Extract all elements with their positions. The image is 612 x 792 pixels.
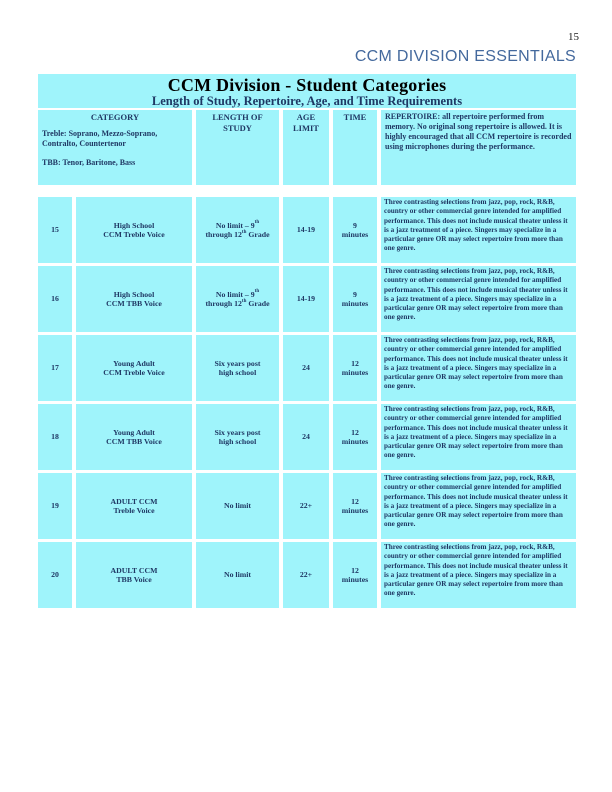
length-of-study-cell <box>196 473 279 539</box>
time-value: 12 <box>351 358 359 368</box>
length-of-study-cell <box>196 266 279 332</box>
time-value: 12 <box>351 427 359 437</box>
header-cell-age-limit: AGE LIMIT <box>283 110 329 185</box>
category-cell <box>76 473 192 539</box>
category-line2: CCM Treble Voice <box>103 230 165 239</box>
page-number: 15 <box>568 31 579 43</box>
length-line2: high school <box>218 437 257 446</box>
row-number: 16 <box>38 266 72 332</box>
length-line2: through 12th Grade <box>205 229 270 239</box>
category-line2: TBB Voice <box>116 575 152 584</box>
time-value: 12 <box>351 496 359 506</box>
age-limit-cell: 14-19 <box>283 266 329 332</box>
header-cell-category <box>38 110 192 185</box>
length-line2: through 12th Grade <box>205 298 270 308</box>
length-of-study-cell <box>196 335 279 401</box>
time-value: 12 <box>351 565 359 575</box>
category-line2: CCM TBB Voice <box>106 299 162 308</box>
length-line1: No limit – 9th <box>215 289 260 299</box>
length-of-study-cell <box>196 197 279 263</box>
repertoire-cell: Three contrasting selections from jazz, pop, rock, R&B, country or other commercial genre intended for amplified performance. This does not include musical theater unless it is a jazz treatment of a piece. Singers may specialize in a particular genre OR may select repertoire from more than one genre. <box>381 404 576 470</box>
header-cell-length-of-study: LENGTH OF STUDY <box>196 110 279 185</box>
length-line1: Six years post <box>214 358 261 368</box>
time-unit: minutes <box>341 437 369 446</box>
table-title-block <box>38 74 576 108</box>
age-limit-cell: 22+ <box>283 473 329 539</box>
length-line1: No limit <box>223 570 252 580</box>
time-unit: minutes <box>341 368 369 377</box>
age-limit-cell: 14-19 <box>283 197 329 263</box>
time-unit: minutes <box>341 230 369 239</box>
time-unit: minutes <box>341 299 369 308</box>
category-line1: ADULT CCM <box>110 496 158 506</box>
length-of-study-cell <box>196 542 279 608</box>
row-number: 17 <box>38 335 72 401</box>
row-number: 19 <box>38 473 72 539</box>
category-line1: Young Adult <box>113 427 155 437</box>
row-number: 15 <box>38 197 72 263</box>
repertoire-cell: Three contrasting selections from jazz, pop, rock, R&B, country or other commercial genre intended for amplified performance. This does not include musical theater unless it is a jazz treatment of a piece. Singers may specialize in a particular genre OR may select repertoire from more than one genre. <box>381 473 576 539</box>
category-cell <box>76 335 192 401</box>
category-note-tbb: TBB: Tenor, Baritone, Bass <box>42 158 136 167</box>
time-cell <box>333 335 377 401</box>
category-line2: CCM Treble Voice <box>103 368 165 377</box>
student-categories-table <box>38 74 576 608</box>
length-line2: high school <box>218 368 257 377</box>
table-subtitle: Length of Study, Repertoire, Age, and Time Requirements <box>151 94 463 108</box>
table-body <box>38 197 576 608</box>
time-unit: minutes <box>341 506 369 515</box>
document-header-title: CCM DIVISION ESSENTIALS <box>354 48 576 65</box>
row-number: 20 <box>38 542 72 608</box>
category-line1: ADULT CCM <box>110 565 158 575</box>
category-line1: Young Adult <box>113 358 155 368</box>
header-cell-time: TIME <box>333 110 377 185</box>
age-limit-cell: 24 <box>283 335 329 401</box>
category-line2: CCM TBB Voice <box>106 437 162 446</box>
category-cell <box>76 542 192 608</box>
table-title: CCM Division - Student Categories <box>167 75 447 95</box>
repertoire-cell: Three contrasting selections from jazz, pop, rock, R&B, country or other commercial genre intended for amplified performance. This does not include musical theater unless it is a jazz treatment of a piece. Singers may specialize in a particular genre OR may select repertoire from more than one genre. <box>381 197 576 263</box>
category-cell <box>76 404 192 470</box>
header-cell-repertoire: REPERTOIRE: all repertoire performed from memory. No original song repertoire is allowed. It is highly encouraged that all CCM repertoire is recorded using microphones during the performance. <box>381 110 576 185</box>
category-line1: High School <box>113 220 155 230</box>
category-note-treble: Treble: Soprano, Mezzo-Soprano, Contralto, Countertenor <box>42 129 158 148</box>
repertoire-cell: Three contrasting selections from jazz, pop, rock, R&B, country or other commercial genre intended for amplified performance. This does not include musical theater unless it is a jazz treatment of a piece. Singers may specialize in a particular genre OR may select repertoire from more than one genre. <box>381 542 576 608</box>
repertoire-cell: Three contrasting selections from jazz, pop, rock, R&B, country or other commercial genre intended for amplified performance. This does not include musical theater unless it is a jazz treatment of a piece. Singers may specialize in a particular genre OR may select repertoire from more than one genre. <box>381 335 576 401</box>
category-cell <box>76 266 192 332</box>
time-cell <box>333 197 377 263</box>
time-cell <box>333 404 377 470</box>
age-limit-cell: 22+ <box>283 542 329 608</box>
time-value: 9 <box>353 289 357 299</box>
repertoire-cell: Three contrasting selections from jazz, pop, rock, R&B, country or other commercial genre intended for amplified performance. This does not include musical theater unless it is a jazz treatment of a piece. Singers may specialize in a particular genre OR may select repertoire from more than one genre. <box>381 266 576 332</box>
length-line1: Six years post <box>214 427 261 437</box>
length-line1: No limit <box>223 501 252 511</box>
length-of-study-cell <box>196 404 279 470</box>
category-line2: Treble Voice <box>113 506 155 515</box>
age-limit-cell: 24 <box>283 404 329 470</box>
category-cell <box>76 197 192 263</box>
table-header-row <box>38 110 576 185</box>
category-line1: High School <box>113 289 155 299</box>
time-unit: minutes <box>341 575 369 584</box>
time-value: 9 <box>353 220 357 230</box>
time-cell <box>333 266 377 332</box>
row-number: 18 <box>38 404 72 470</box>
time-cell <box>333 473 377 539</box>
time-cell <box>333 542 377 608</box>
category-label: CATEGORY <box>90 112 140 122</box>
length-line1: No limit – 9th <box>215 220 260 230</box>
